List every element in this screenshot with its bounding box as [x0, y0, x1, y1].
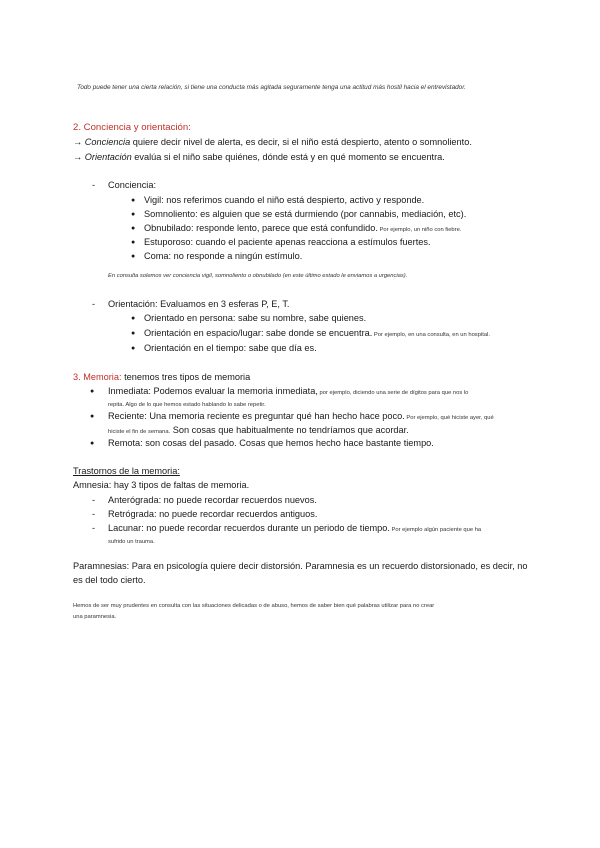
conciencia-label: Conciencia:: [108, 180, 157, 190]
bullet-icon: ●: [131, 211, 136, 218]
memoria-item: Reciente: Una memoria reciente es preguntar qué han hecho hace poco. Por ejemplo, qué hiciste ayer, qué: [108, 411, 494, 421]
paramnesias-line: Paramnesias: Para en psicología quiere decir distorsión. Paramnesia es un recuerdo distorsionado, es decir, no: [73, 561, 528, 571]
final-note: Hemos de ser muy prudentes en consulta con las situaciones delicadas o de abuso, hemos de saber bien qué palabras utilizar para no crear: [73, 603, 435, 609]
memoria-item: Remota: son cosas del pasado. Cosas que hemos hecho hace bastante tiempo.: [108, 438, 434, 448]
amnesia-item: Retrógrada: no puede recordar recuerdos antiguos.: [108, 509, 318, 519]
dash-marker: -: [92, 523, 96, 533]
conciencia-note: En consulta solemos ver conciencia vigil, somnoliento o obnubilado (en este último estado le enviamos a urgencias).: [108, 273, 408, 279]
conciencia-item: Estuporoso: cuando el paciente apenas reacciona a estímulos fuertes.: [144, 237, 431, 247]
memoria-item-continuation: hiciste el fin de semana. Son cosas que habitualmente no tendríamos que acordar.: [108, 425, 409, 435]
section-3-heading: 3. Memoria: tenemos tres tipos de memoria: [73, 372, 251, 382]
conciencia-item: Vigil: nos referimos cuando el niño está despierto, activo y responde.: [144, 195, 425, 205]
intro-note: Todo puede tener una cierta relación, si tiene una conducta más agitada seguramente tenga una actitud más hostil hacia el entrevistador.: [77, 84, 466, 91]
amnesia-item: Lacunar: no puede recordar recuerdos durante un periodo de tiempo. Por ejemplo algún paciente que ha: [108, 523, 482, 533]
trastornos-heading: Trastornos de la memoria:: [73, 466, 180, 476]
orientacion-definition: [73, 152, 445, 162]
bullet-icon: ●: [90, 440, 95, 447]
bullet-icon: ●: [90, 388, 95, 395]
orientacion-definition-text: evalúa si el niño sabe quiénes, dónde está y en qué momento se encuentra.: [131, 152, 445, 162]
bullet-icon: ●: [131, 197, 136, 204]
bullet-icon: ●: [131, 253, 136, 260]
memoria-item-continuation: repita. Algo de lo que hemos estado hablando lo sabe repetir.: [108, 402, 266, 408]
conciencia-item: Somnoliento: es alguien que se está durmiendo (por cannabis, mediación, etc).: [144, 209, 467, 219]
dash-marker: -: [92, 180, 96, 190]
conciencia-definition: [73, 137, 472, 147]
orientacion-item: Orientado en persona: sabe su nombre, sabe quienes.: [144, 313, 367, 323]
bullet-icon: ●: [131, 330, 136, 337]
arrow-icon: →: [73, 152, 83, 162]
section-2-heading: 2. Conciencia y orientación:: [73, 122, 191, 133]
bullet-icon: ●: [131, 345, 136, 352]
dash-marker: -: [92, 495, 96, 505]
conciencia-item: Coma: no responde a ningún estímulo.: [144, 251, 303, 261]
paramnesias-line-continuation: es del todo cierto.: [73, 575, 146, 585]
bullet-icon: ●: [131, 315, 136, 322]
dash-marker: -: [92, 299, 96, 309]
orientacion-item: Orientación en espacio/lugar: sabe donde se encuentra. Por ejemplo, en una consulta, en un hospital.: [144, 328, 490, 338]
amnesia-item-continuation: sufrido un trauma.: [108, 539, 155, 545]
conciencia-item: Obnubilado: responde lento, parece que está confundido. Por ejemplo, un niño con fiebre.: [144, 223, 462, 233]
memoria-item: Inmediata: Podemos evaluar la memoria inmediata, por ejemplo, diciendo una serie de dígitos para que nos lo: [108, 386, 469, 396]
orientacion-label: Orientación: Evaluamos en 3 esferas P, E, T.: [108, 299, 290, 309]
orientacion-item: Orientación en el tiempo: sabe que día es.: [144, 343, 317, 353]
amnesia-item: Anterógrada: no puede recordar recuerdos nuevos.: [108, 495, 317, 505]
amnesia-line: Amnesia: hay 3 tipos de faltas de memoria.: [73, 480, 250, 490]
arrow-icon: →: [73, 137, 83, 147]
final-note-continuation: una paramnesia.: [73, 614, 117, 620]
dash-marker: -: [92, 509, 96, 519]
bullet-icon: ●: [90, 413, 95, 420]
bullet-icon: ●: [131, 239, 136, 246]
conciencia-definition-text: quiere decir nivel de alerta, es decir, si el niño está despierto, atento o somnoliento.: [130, 137, 472, 147]
orientacion-term: Orientación: [84, 152, 132, 162]
conciencia-term: Conciencia: [84, 137, 131, 147]
bullet-icon: ●: [131, 225, 136, 232]
